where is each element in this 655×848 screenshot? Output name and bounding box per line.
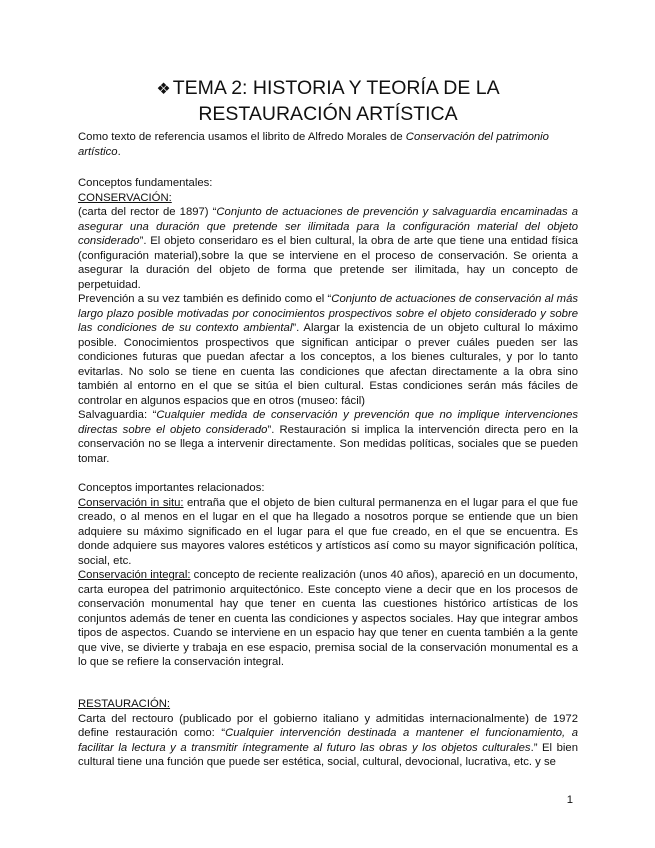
conservacion-heading: CONSERVACIÓN: bbox=[78, 191, 172, 204]
relacionados-heading: Conceptos importantes relacionados: bbox=[78, 482, 265, 494]
conservacion-paragraph-1: (carta del rector de 1897) “Conjunto de actuaciones de prevención y salvaguardia encaminadas a asegurar una duración que pretende ser ilimitada para la configuración material del objeto considerado”. El objeto conseridaro es el bien cultural, la obra de arte que tiene una entidad física (configuración material),sobre la que se interviene en el proceso de conservación. Se orienta a asegurar la duración del objeto de forma que pretende ser ilimitada, hay un concepto de perpetuidad. bbox=[78, 206, 579, 291]
restauracion-paragraph-1: Carta del rectouro (publicado por el gobierno italiano y admitidas internacionalmente) de 1972 define restauración como: “Cualquier intervención destinada a mantener el funcionamiento, a facilitar la lectura y a transmitir íntegramente al futuro las obras y los objetos culturales.” El bien cultural tiene una función que puede ser estética, social, cultural, devocional, lucrativa, etc. y se bbox=[78, 712, 579, 768]
fundamentales-heading: Conceptos fundamentales: bbox=[78, 177, 213, 189]
book-title: Conservación del patrimonio artístico bbox=[78, 131, 549, 158]
salvaguardia-paragraph: Salvaguardia: “Cualquier medida de conservación y prevención que no implique intervenciones directas sobre el objeto considerado”. Restauración si implica la intervención directa pero en la conservación no se llega a intervenir directamente. Son medidas políticas, sociales que se pueden tomar. bbox=[78, 409, 579, 465]
intro-paragraph: Como texto de referencia usamos el librito de Alfredo Morales de Conservación del patrimonio artístico. bbox=[78, 131, 549, 158]
relacionados-section bbox=[78, 481, 578, 670]
conservacion-section bbox=[78, 176, 578, 466]
restauracion-heading: RESTAURACIÓN: bbox=[78, 698, 171, 710]
insitu-term: Conservación in situ: bbox=[78, 496, 184, 509]
restauracion-section bbox=[78, 697, 578, 770]
conservacion-paragraph-2: Prevención a su vez también es definido como el “Conjunto de actuaciones de conservación al más largo plazo posible motivadas por conocimientos prospectivos sobre el objeto considerado y sobre las condiciones de su contexto ambiental”. Alargar la existencia de un objeto cultural lo máximo posible. Conocimientos prospectivos que significan anticipar o prever cuáles pueden ser las condiciones futuras que puedan afectar a los conceptos, a los bienes culturales, y por lo tanto evitarlas. No solo se tiene en cuenta las condiciones que afectan directamente a la obra sino también al entorno en el que se sitúa el bien cultural. Estas condiciones serán más fáciles de controlar en algunos espacios que en otros (museo: fácil) bbox=[78, 293, 579, 407]
integral-term: Conservación integral: bbox=[78, 569, 191, 581]
diamond-bullet-icon: ❖ bbox=[156, 81, 171, 98]
page-number: 1 bbox=[566, 794, 573, 806]
integral-paragraph: Conservación integral: concepto de reciente realización (unos 40 años), apareció en un documento, carta europea del patrimonio arquitectónico. Este concepto viene a decir que en los procesos de conservación monumental hay que tener en cuenta las cuestiones histórico artísticas de los conjuntos además de tener en cuenta las condiciones y aspectos sociales. Hay que integrar ambos tipos de aspectos. Cuando se interviene en un espacio hay que tener en cuenta también a la gente que vive, se divierte y trabaja en ese espacio, premisa social de la conservación monumental es a lo que se refiere la conservación integral. bbox=[78, 569, 578, 668]
page-title: ❖ TEMA 2: HISTORIA Y TEORÍA DE LA RESTAURACIÓN ARTÍSTICA bbox=[156, 77, 500, 125]
insitu-paragraph: Conservación in situ: entraña que el objeto de bien cultural permanenza en el lugar para el que fue creado, o al menos en el lugar en el que ha llegado a nosotros porque se entiende que un bien adquiere su máximo significado en el lugar para el que fue creado, en el que se encuentra. Es donde adquiere sus mayores valores estéticos y artísticos así como su mayor significación política, social, etc. bbox=[78, 496, 578, 567]
